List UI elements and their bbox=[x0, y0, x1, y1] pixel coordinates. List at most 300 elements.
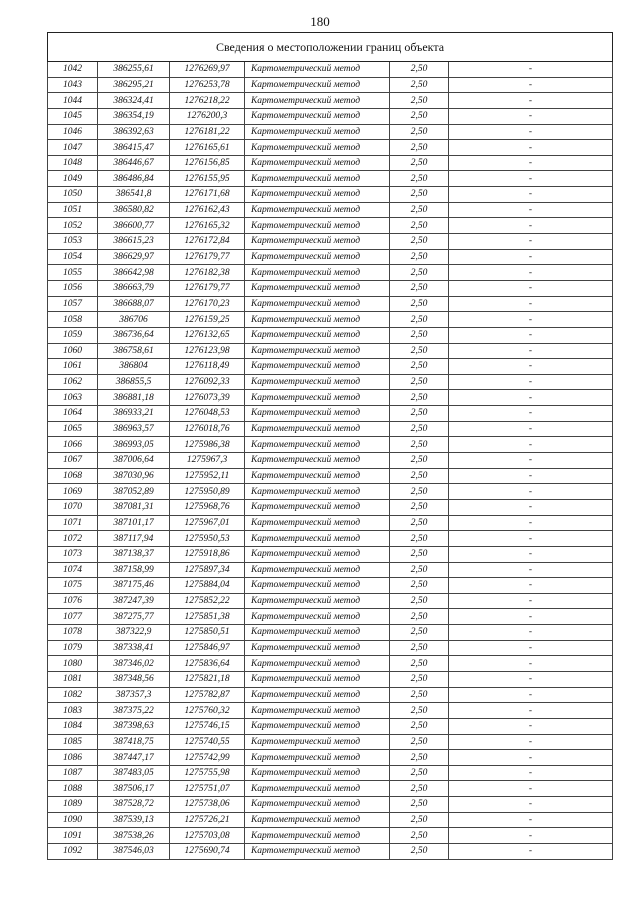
accuracy-cell: 2,50 bbox=[390, 828, 449, 844]
accuracy-cell: 2,50 bbox=[390, 609, 449, 625]
point-number-cell: 1065 bbox=[48, 421, 98, 437]
point-number-cell: 1072 bbox=[48, 531, 98, 547]
accuracy-cell: 2,50 bbox=[390, 453, 449, 469]
table-row bbox=[48, 499, 613, 515]
y-coordinate-cell: 1276218,22 bbox=[170, 93, 245, 109]
point-number-cell: 1060 bbox=[48, 343, 98, 359]
y-coordinate-cell: 1275846,97 bbox=[170, 640, 245, 656]
y-coordinate-cell: 1275760,32 bbox=[170, 703, 245, 719]
point-number-cell: 1071 bbox=[48, 515, 98, 531]
accuracy-cell: 2,50 bbox=[390, 640, 449, 656]
x-coordinate-cell: 387546,03 bbox=[98, 844, 170, 860]
table-row bbox=[48, 406, 613, 422]
table-row bbox=[48, 155, 613, 171]
point-number-cell: 1082 bbox=[48, 687, 98, 703]
method-cell: Картометрический метод bbox=[245, 108, 390, 124]
boundary-table-wrapper bbox=[47, 32, 612, 860]
x-coordinate-cell: 386446,67 bbox=[98, 155, 170, 171]
accuracy-cell: 2,50 bbox=[390, 781, 449, 797]
method-cell: Картометрический метод bbox=[245, 187, 390, 203]
description-cell: - bbox=[449, 234, 613, 250]
description-cell: - bbox=[449, 515, 613, 531]
description-cell: - bbox=[449, 359, 613, 375]
description-cell: - bbox=[449, 296, 613, 312]
accuracy-cell: 2,50 bbox=[390, 265, 449, 281]
description-cell: - bbox=[449, 77, 613, 93]
table-row bbox=[48, 390, 613, 406]
method-cell: Картометрический метод bbox=[245, 687, 390, 703]
method-cell: Картометрический метод bbox=[245, 750, 390, 766]
x-coordinate-cell: 387483,05 bbox=[98, 765, 170, 781]
accuracy-cell: 2,50 bbox=[390, 765, 449, 781]
point-number-cell: 1083 bbox=[48, 703, 98, 719]
description-cell: - bbox=[449, 343, 613, 359]
accuracy-cell: 2,50 bbox=[390, 62, 449, 78]
y-coordinate-cell: 1275738,06 bbox=[170, 797, 245, 813]
y-coordinate-cell: 1275726,21 bbox=[170, 812, 245, 828]
method-cell: Картометрический метод bbox=[245, 499, 390, 515]
accuracy-cell: 2,50 bbox=[390, 124, 449, 140]
table-row bbox=[48, 515, 613, 531]
y-coordinate-cell: 1276018,76 bbox=[170, 421, 245, 437]
x-coordinate-cell: 387346,02 bbox=[98, 656, 170, 672]
y-coordinate-cell: 1276118,49 bbox=[170, 359, 245, 375]
y-coordinate-cell: 1276162,43 bbox=[170, 202, 245, 218]
accuracy-cell: 2,50 bbox=[390, 249, 449, 265]
x-coordinate-cell: 386855,5 bbox=[98, 374, 170, 390]
table-row bbox=[48, 671, 613, 687]
point-number-cell: 1054 bbox=[48, 249, 98, 265]
table-row bbox=[48, 202, 613, 218]
table-row bbox=[48, 468, 613, 484]
y-coordinate-cell: 1275751,07 bbox=[170, 781, 245, 797]
x-coordinate-cell: 386354,19 bbox=[98, 108, 170, 124]
y-coordinate-cell: 1275703,08 bbox=[170, 828, 245, 844]
table-row bbox=[48, 280, 613, 296]
description-cell: - bbox=[449, 828, 613, 844]
table-row bbox=[48, 750, 613, 766]
x-coordinate-cell: 386629,97 bbox=[98, 249, 170, 265]
table-row bbox=[48, 312, 613, 328]
table-row bbox=[48, 625, 613, 641]
table-row bbox=[48, 453, 613, 469]
point-number-cell: 1062 bbox=[48, 374, 98, 390]
description-cell: - bbox=[449, 656, 613, 672]
accuracy-cell: 2,50 bbox=[390, 499, 449, 515]
point-number-cell: 1048 bbox=[48, 155, 98, 171]
y-coordinate-cell: 1275746,15 bbox=[170, 718, 245, 734]
point-number-cell: 1057 bbox=[48, 296, 98, 312]
method-cell: Картометрический метод bbox=[245, 453, 390, 469]
description-cell: - bbox=[449, 265, 613, 281]
point-number-cell: 1063 bbox=[48, 390, 98, 406]
description-cell: - bbox=[449, 546, 613, 562]
x-coordinate-cell: 387398,63 bbox=[98, 718, 170, 734]
y-coordinate-cell: 1275986,38 bbox=[170, 437, 245, 453]
method-cell: Картометрический метод bbox=[245, 656, 390, 672]
accuracy-cell: 2,50 bbox=[390, 812, 449, 828]
point-number-cell: 1066 bbox=[48, 437, 98, 453]
point-number-cell: 1080 bbox=[48, 656, 98, 672]
point-number-cell: 1067 bbox=[48, 453, 98, 469]
table-row bbox=[48, 765, 613, 781]
y-coordinate-cell: 1276048,53 bbox=[170, 406, 245, 422]
y-coordinate-cell: 1276170,23 bbox=[170, 296, 245, 312]
x-coordinate-cell: 387006,64 bbox=[98, 453, 170, 469]
description-cell: - bbox=[449, 202, 613, 218]
point-number-cell: 1049 bbox=[48, 171, 98, 187]
description-cell: - bbox=[449, 155, 613, 171]
description-cell: - bbox=[449, 499, 613, 515]
table-row bbox=[48, 546, 613, 562]
table-row bbox=[48, 93, 613, 109]
point-number-cell: 1061 bbox=[48, 359, 98, 375]
method-cell: Картометрический метод bbox=[245, 140, 390, 156]
accuracy-cell: 2,50 bbox=[390, 187, 449, 203]
accuracy-cell: 2,50 bbox=[390, 734, 449, 750]
table-row bbox=[48, 703, 613, 719]
table-row bbox=[48, 812, 613, 828]
description-cell: - bbox=[449, 187, 613, 203]
x-coordinate-cell: 387247,39 bbox=[98, 593, 170, 609]
table-row bbox=[48, 531, 613, 547]
x-coordinate-cell: 387275,77 bbox=[98, 609, 170, 625]
page-number: 180 bbox=[310, 14, 330, 29]
description-cell: - bbox=[449, 750, 613, 766]
y-coordinate-cell: 1275852,22 bbox=[170, 593, 245, 609]
description-cell: - bbox=[449, 609, 613, 625]
point-number-cell: 1046 bbox=[48, 124, 98, 140]
accuracy-cell: 2,50 bbox=[390, 578, 449, 594]
y-coordinate-cell: 1276179,77 bbox=[170, 280, 245, 296]
description-cell: - bbox=[449, 687, 613, 703]
method-cell: Картометрический метод bbox=[245, 515, 390, 531]
x-coordinate-cell: 387117,94 bbox=[98, 531, 170, 547]
x-coordinate-cell: 386706 bbox=[98, 312, 170, 328]
point-number-cell: 1089 bbox=[48, 797, 98, 813]
x-coordinate-cell: 386295,21 bbox=[98, 77, 170, 93]
table-row bbox=[48, 108, 613, 124]
method-cell: Картометрический метод bbox=[245, 359, 390, 375]
accuracy-cell: 2,50 bbox=[390, 406, 449, 422]
description-cell: - bbox=[449, 844, 613, 860]
x-coordinate-cell: 387052,89 bbox=[98, 484, 170, 500]
method-cell: Картометрический метод bbox=[245, 390, 390, 406]
table-row bbox=[48, 296, 613, 312]
x-coordinate-cell: 387175,46 bbox=[98, 578, 170, 594]
x-coordinate-cell: 386663,79 bbox=[98, 280, 170, 296]
x-coordinate-cell: 386993,05 bbox=[98, 437, 170, 453]
table-row bbox=[48, 234, 613, 250]
accuracy-cell: 2,50 bbox=[390, 531, 449, 547]
method-cell: Картометрический метод bbox=[245, 625, 390, 641]
method-cell: Картометрический метод bbox=[245, 249, 390, 265]
table-row bbox=[48, 218, 613, 234]
y-coordinate-cell: 1276172,84 bbox=[170, 234, 245, 250]
table-body bbox=[48, 62, 613, 860]
table-row bbox=[48, 656, 613, 672]
table-row bbox=[48, 718, 613, 734]
description-cell: - bbox=[449, 625, 613, 641]
table-row bbox=[48, 77, 613, 93]
description-cell: - bbox=[449, 374, 613, 390]
table-row bbox=[48, 437, 613, 453]
point-number-cell: 1088 bbox=[48, 781, 98, 797]
method-cell: Картометрический метод bbox=[245, 343, 390, 359]
description-cell: - bbox=[449, 218, 613, 234]
accuracy-cell: 2,50 bbox=[390, 234, 449, 250]
y-coordinate-cell: 1276200,3 bbox=[170, 108, 245, 124]
table-heading-row bbox=[48, 33, 613, 62]
table-row bbox=[48, 140, 613, 156]
accuracy-cell: 2,50 bbox=[390, 797, 449, 813]
description-cell: - bbox=[449, 93, 613, 109]
method-cell: Картометрический метод bbox=[245, 77, 390, 93]
table-row bbox=[48, 640, 613, 656]
y-coordinate-cell: 1276155,95 bbox=[170, 171, 245, 187]
description-cell: - bbox=[449, 812, 613, 828]
method-cell: Картометрический метод bbox=[245, 593, 390, 609]
method-cell: Картометрический метод bbox=[245, 327, 390, 343]
point-number-cell: 1064 bbox=[48, 406, 98, 422]
x-coordinate-cell: 386688,07 bbox=[98, 296, 170, 312]
point-number-cell: 1090 bbox=[48, 812, 98, 828]
method-cell: Картометрический метод bbox=[245, 562, 390, 578]
x-coordinate-cell: 386615,23 bbox=[98, 234, 170, 250]
accuracy-cell: 2,50 bbox=[390, 515, 449, 531]
point-number-cell: 1069 bbox=[48, 484, 98, 500]
y-coordinate-cell: 1275918,86 bbox=[170, 546, 245, 562]
x-coordinate-cell: 387348,56 bbox=[98, 671, 170, 687]
point-number-cell: 1068 bbox=[48, 468, 98, 484]
x-coordinate-cell: 387138,37 bbox=[98, 546, 170, 562]
description-cell: - bbox=[449, 453, 613, 469]
y-coordinate-cell: 1276253,78 bbox=[170, 77, 245, 93]
accuracy-cell: 2,50 bbox=[390, 108, 449, 124]
point-number-cell: 1075 bbox=[48, 578, 98, 594]
method-cell: Картометрический метод bbox=[245, 374, 390, 390]
point-number-cell: 1074 bbox=[48, 562, 98, 578]
table-row bbox=[48, 844, 613, 860]
x-coordinate-cell: 386486,84 bbox=[98, 171, 170, 187]
accuracy-cell: 2,50 bbox=[390, 390, 449, 406]
accuracy-cell: 2,50 bbox=[390, 296, 449, 312]
description-cell: - bbox=[449, 640, 613, 656]
description-cell: - bbox=[449, 140, 613, 156]
method-cell: Картометрический метод bbox=[245, 280, 390, 296]
y-coordinate-cell: 1276156,85 bbox=[170, 155, 245, 171]
y-coordinate-cell: 1276171,68 bbox=[170, 187, 245, 203]
x-coordinate-cell: 386255,61 bbox=[98, 62, 170, 78]
method-cell: Картометрический метод bbox=[245, 734, 390, 750]
accuracy-cell: 2,50 bbox=[390, 844, 449, 860]
description-cell: - bbox=[449, 765, 613, 781]
table-row bbox=[48, 249, 613, 265]
table-row bbox=[48, 327, 613, 343]
x-coordinate-cell: 386600,77 bbox=[98, 218, 170, 234]
description-cell: - bbox=[449, 406, 613, 422]
point-number-cell: 1050 bbox=[48, 187, 98, 203]
point-number-cell: 1087 bbox=[48, 765, 98, 781]
description-cell: - bbox=[449, 703, 613, 719]
description-cell: - bbox=[449, 390, 613, 406]
point-number-cell: 1043 bbox=[48, 77, 98, 93]
method-cell: Картометрический метод bbox=[245, 484, 390, 500]
accuracy-cell: 2,50 bbox=[390, 327, 449, 343]
method-cell: Картометрический метод bbox=[245, 546, 390, 562]
description-cell: - bbox=[449, 484, 613, 500]
method-cell: Картометрический метод bbox=[245, 437, 390, 453]
point-number-cell: 1052 bbox=[48, 218, 98, 234]
method-cell: Картометрический метод bbox=[245, 93, 390, 109]
table-row bbox=[48, 421, 613, 437]
table-row bbox=[48, 265, 613, 281]
x-coordinate-cell: 387375,22 bbox=[98, 703, 170, 719]
x-coordinate-cell: 386881,18 bbox=[98, 390, 170, 406]
point-number-cell: 1070 bbox=[48, 499, 98, 515]
description-cell: - bbox=[449, 171, 613, 187]
accuracy-cell: 2,50 bbox=[390, 155, 449, 171]
y-coordinate-cell: 1275782,87 bbox=[170, 687, 245, 703]
x-coordinate-cell: 386736,64 bbox=[98, 327, 170, 343]
table-row bbox=[48, 374, 613, 390]
point-number-cell: 1078 bbox=[48, 625, 98, 641]
method-cell: Картометрический метод bbox=[245, 296, 390, 312]
table-row bbox=[48, 187, 613, 203]
y-coordinate-cell: 1276073,39 bbox=[170, 390, 245, 406]
y-coordinate-cell: 1275952,11 bbox=[170, 468, 245, 484]
method-cell: Картометрический метод bbox=[245, 812, 390, 828]
table-row bbox=[48, 562, 613, 578]
x-coordinate-cell: 386933,21 bbox=[98, 406, 170, 422]
accuracy-cell: 2,50 bbox=[390, 359, 449, 375]
y-coordinate-cell: 1276269,97 bbox=[170, 62, 245, 78]
x-coordinate-cell: 387357,3 bbox=[98, 687, 170, 703]
accuracy-cell: 2,50 bbox=[390, 546, 449, 562]
description-cell: - bbox=[449, 327, 613, 343]
point-number-cell: 1051 bbox=[48, 202, 98, 218]
accuracy-cell: 2,50 bbox=[390, 468, 449, 484]
accuracy-cell: 2,50 bbox=[390, 750, 449, 766]
method-cell: Картометрический метод bbox=[245, 155, 390, 171]
description-cell: - bbox=[449, 593, 613, 609]
x-coordinate-cell: 387539,13 bbox=[98, 812, 170, 828]
point-number-cell: 1073 bbox=[48, 546, 98, 562]
accuracy-cell: 2,50 bbox=[390, 656, 449, 672]
y-coordinate-cell: 1275821,18 bbox=[170, 671, 245, 687]
accuracy-cell: 2,50 bbox=[390, 687, 449, 703]
table-row bbox=[48, 734, 613, 750]
method-cell: Картометрический метод bbox=[245, 765, 390, 781]
accuracy-cell: 2,50 bbox=[390, 718, 449, 734]
point-number-cell: 1059 bbox=[48, 327, 98, 343]
y-coordinate-cell: 1276132,65 bbox=[170, 327, 245, 343]
description-cell: - bbox=[449, 280, 613, 296]
table-row bbox=[48, 359, 613, 375]
point-number-cell: 1091 bbox=[48, 828, 98, 844]
x-coordinate-cell: 386324,41 bbox=[98, 93, 170, 109]
description-cell: - bbox=[449, 124, 613, 140]
point-number-cell: 1055 bbox=[48, 265, 98, 281]
y-coordinate-cell: 1275884,04 bbox=[170, 578, 245, 594]
method-cell: Картометрический метод bbox=[245, 718, 390, 734]
table-heading: Сведения о местоположении границ объекта bbox=[48, 33, 613, 62]
y-coordinate-cell: 1275967,01 bbox=[170, 515, 245, 531]
accuracy-cell: 2,50 bbox=[390, 171, 449, 187]
table-row bbox=[48, 781, 613, 797]
accuracy-cell: 2,50 bbox=[390, 437, 449, 453]
method-cell: Картометрический метод bbox=[245, 671, 390, 687]
y-coordinate-cell: 1275897,34 bbox=[170, 562, 245, 578]
method-cell: Картометрический метод bbox=[245, 578, 390, 594]
table-row bbox=[48, 171, 613, 187]
x-coordinate-cell: 386392,63 bbox=[98, 124, 170, 140]
y-coordinate-cell: 1276181,22 bbox=[170, 124, 245, 140]
x-coordinate-cell: 387030,96 bbox=[98, 468, 170, 484]
point-number-cell: 1047 bbox=[48, 140, 98, 156]
description-cell: - bbox=[449, 531, 613, 547]
table-row bbox=[48, 124, 613, 140]
method-cell: Картометрический метод bbox=[245, 797, 390, 813]
method-cell: Картометрический метод bbox=[245, 421, 390, 437]
point-number-cell: 1079 bbox=[48, 640, 98, 656]
x-coordinate-cell: 387101,17 bbox=[98, 515, 170, 531]
description-cell: - bbox=[449, 468, 613, 484]
table-row bbox=[48, 609, 613, 625]
description-cell: - bbox=[449, 578, 613, 594]
x-coordinate-cell: 386758,61 bbox=[98, 343, 170, 359]
point-number-cell: 1044 bbox=[48, 93, 98, 109]
method-cell: Картометрический метод bbox=[245, 531, 390, 547]
description-cell: - bbox=[449, 108, 613, 124]
method-cell: Картометрический метод bbox=[245, 62, 390, 78]
x-coordinate-cell: 387506,17 bbox=[98, 781, 170, 797]
table-row bbox=[48, 593, 613, 609]
y-coordinate-cell: 1275950,53 bbox=[170, 531, 245, 547]
y-coordinate-cell: 1275755,98 bbox=[170, 765, 245, 781]
x-coordinate-cell: 386415,47 bbox=[98, 140, 170, 156]
description-cell: - bbox=[449, 671, 613, 687]
description-cell: - bbox=[449, 312, 613, 328]
y-coordinate-cell: 1275740,55 bbox=[170, 734, 245, 750]
accuracy-cell: 2,50 bbox=[390, 671, 449, 687]
y-coordinate-cell: 1275836,64 bbox=[170, 656, 245, 672]
method-cell: Картометрический метод bbox=[245, 234, 390, 250]
method-cell: Картометрический метод bbox=[245, 781, 390, 797]
y-coordinate-cell: 1276179,77 bbox=[170, 249, 245, 265]
x-coordinate-cell: 387418,75 bbox=[98, 734, 170, 750]
accuracy-cell: 2,50 bbox=[390, 93, 449, 109]
y-coordinate-cell: 1276159,25 bbox=[170, 312, 245, 328]
y-coordinate-cell: 1276123,98 bbox=[170, 343, 245, 359]
table-row bbox=[48, 797, 613, 813]
y-coordinate-cell: 1276092,33 bbox=[170, 374, 245, 390]
point-number-cell: 1092 bbox=[48, 844, 98, 860]
y-coordinate-cell: 1275967,3 bbox=[170, 453, 245, 469]
x-coordinate-cell: 387158,99 bbox=[98, 562, 170, 578]
point-number-cell: 1045 bbox=[48, 108, 98, 124]
accuracy-cell: 2,50 bbox=[390, 202, 449, 218]
point-number-cell: 1085 bbox=[48, 734, 98, 750]
description-cell: - bbox=[449, 562, 613, 578]
x-coordinate-cell: 387528,72 bbox=[98, 797, 170, 813]
y-coordinate-cell: 1276165,61 bbox=[170, 140, 245, 156]
method-cell: Картометрический метод bbox=[245, 844, 390, 860]
table-row bbox=[48, 62, 613, 78]
method-cell: Картометрический метод bbox=[245, 171, 390, 187]
point-number-cell: 1058 bbox=[48, 312, 98, 328]
accuracy-cell: 2,50 bbox=[390, 280, 449, 296]
